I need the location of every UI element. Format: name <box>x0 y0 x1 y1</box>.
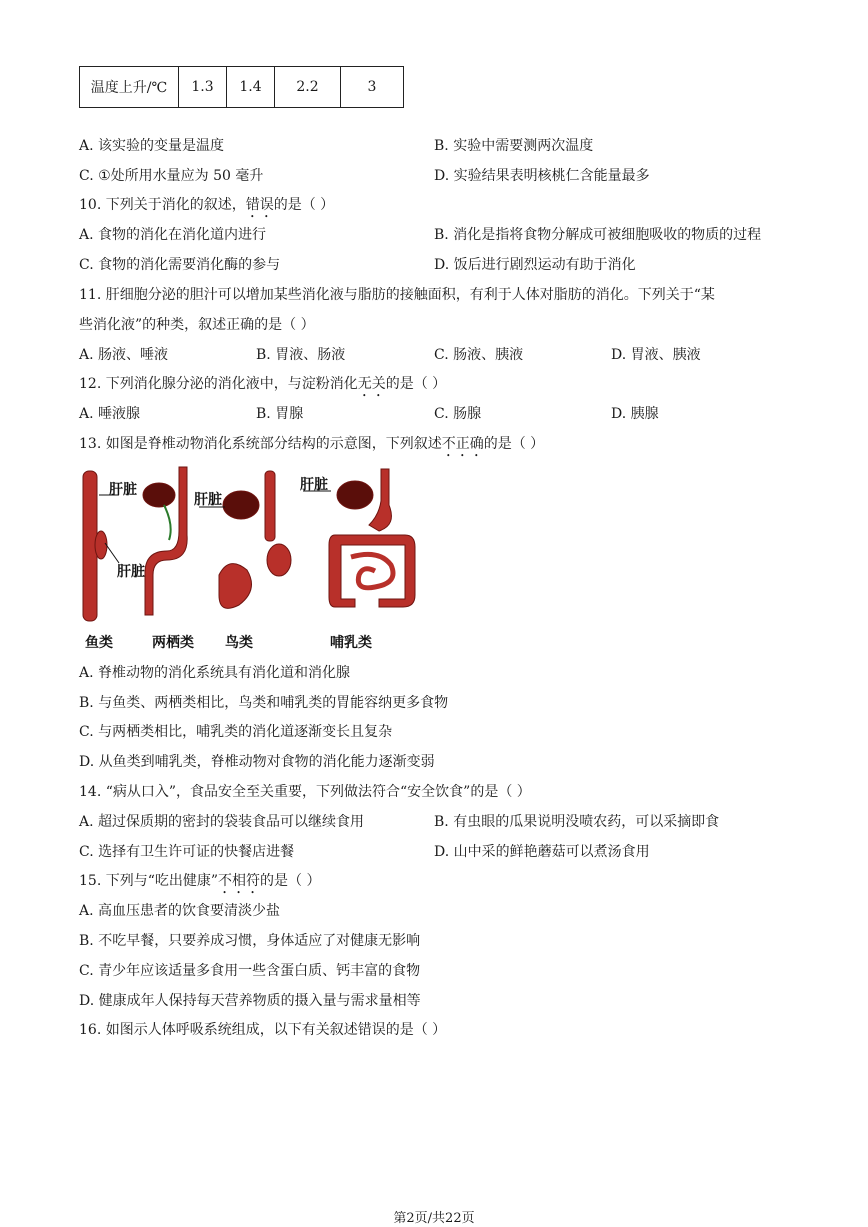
q13-option-b: B. 与鱼类、两栖类相比，鸟类和哺乳类的胃能容纳更多食物 <box>79 695 449 711</box>
q15-stem-tail: 的是（ ） <box>260 873 321 889</box>
q16-stem: 16. 如图示人体呼吸系统组成，以下有关叙述错误的是（ ） <box>79 1022 447 1038</box>
q11-stem-line1: 11. 肝细胞分泌的胆汁可以增加某些消化液与脂肪的接触面积，有利于人体对脂肪的消化。下列关于“某 <box>79 287 715 303</box>
q14-option-b: B. 有虫眼的瓜果说明没喷农药，可以采摘即食 <box>434 814 720 830</box>
animal-label-fish: 鱼类 <box>85 635 113 651</box>
liver-label-amphibian: 肝脏 <box>194 492 222 508</box>
bird-esophagus <box>265 471 275 541</box>
q10-stem-emphasis: 错误 <box>245 197 274 213</box>
temperature-table <box>79 66 404 108</box>
q10-option-c: C. 食物的消化需要消化酶的参与 <box>79 257 281 273</box>
q13-stem-tail: 的是（ ） <box>483 436 545 452</box>
q9-option-c: C. ①处所用水量应为 50 毫升 <box>79 168 264 184</box>
q12-stem-tail: 的是（ ） <box>385 376 447 392</box>
q10-option-b: B. 消化是指将食物分解成可被细胞吸收的物质的过程 <box>434 227 762 243</box>
mammal-liver-shape <box>337 481 373 509</box>
bird-liver-shape <box>223 491 259 519</box>
q13-stem-text: 13. 如图是脊椎动物消化系统部分结构的示意图，下列叙述 <box>79 436 442 452</box>
q15-option-a: A. 高血压患者的饮食要清淡少盐 <box>79 903 281 919</box>
q13-stem-emphasis: 不正确 <box>441 436 484 452</box>
table-cell: 1.4 <box>227 67 275 108</box>
amphibian-liver-shape <box>143 483 175 507</box>
q9-option-d: D. 实验结果表明核桃仁含能量最多 <box>434 168 650 184</box>
q10-stem <box>79 195 334 221</box>
q14-stem: 14. “病从口入”，食品安全至关重要，下列做法符合“安全饮食”的是（ ） <box>79 784 531 800</box>
liver-label-mammal: 肝脏 <box>300 477 328 493</box>
q10-stem-tail: 的是（ ） <box>273 197 335 213</box>
animal-label-mammal: 哺乳类 <box>330 635 372 651</box>
bird-intestine <box>219 564 252 609</box>
q11-option-c: C. 肠液、胰液 <box>434 347 524 363</box>
q12-stem-emphasis: 无关 <box>357 376 386 392</box>
q13-option-d: D. 从鱼类到哺乳类，脊椎动物对食物的消化能力逐渐变弱 <box>79 754 435 770</box>
q15-stem <box>79 871 320 897</box>
q12-option-d: D. 胰腺 <box>611 406 659 422</box>
q11-option-b: B. 胃液、肠液 <box>256 347 346 363</box>
q13-option-a: A. 脊椎动物的消化系统具有消化道和消化腺 <box>79 665 351 681</box>
q10-option-d: D. 饭后进行剧烈运动有助于消化 <box>434 257 636 273</box>
liver-label-fish: 肝脏 <box>117 564 145 580</box>
table-row-label: 温度上升/℃ <box>80 67 179 108</box>
q11-option-a: A. 肠液、唾液 <box>79 347 169 363</box>
liver-label-fish-top: 肝脏 <box>109 482 137 498</box>
bird-gizzard <box>267 544 291 576</box>
q14-option-c: C. 选择有卫生许可证的快餐店进餐 <box>79 844 295 860</box>
q15-stem-text: 15. 下列与“吃出健康” <box>79 873 219 889</box>
q13-stem <box>79 434 544 460</box>
q9-option-b: B. 实验中需要测两次温度 <box>434 138 594 154</box>
q10-option-a: A. 食物的消化在消化道内进行 <box>79 227 267 243</box>
q12-option-a: A. 唾液腺 <box>79 406 141 422</box>
q14-option-a: A. 超过保质期的密封的袋装食品可以继续食用 <box>79 814 365 830</box>
table-cell: 3 <box>341 67 404 108</box>
q9-option-a: A. 该实验的变量是温度 <box>79 138 225 154</box>
q11-stem-line2: 些消化液”的种类，叙述正确的是（ ） <box>79 317 315 333</box>
q15-option-d: D. 健康成年人保持每天营养物质的摄入量与需求量相等 <box>79 993 421 1009</box>
table-cell: 1.3 <box>179 67 227 108</box>
q12-stem <box>79 374 446 400</box>
table-row <box>80 67 404 108</box>
fish-liver-shape <box>95 531 107 559</box>
q15-option-c: C. 青少年应该适量多食用一些含蛋白质、钙丰富的食物 <box>79 963 421 979</box>
q15-stem-emphasis: 不相符 <box>218 873 261 889</box>
q12-option-b: B. 胃腺 <box>256 406 304 422</box>
q13-option-c: C. 与两栖类相比，哺乳类的消化道逐渐变长且复杂 <box>79 724 393 740</box>
q14-option-d: D. 山中采的鲜艳蘑菇可以煮汤食用 <box>434 844 650 860</box>
q11-option-d: D. 胃液、胰液 <box>611 347 701 363</box>
q15-option-b: B. 不吃早餐，只要养成习惯，身体适应了对健康无影响 <box>79 933 421 949</box>
q12-stem-text: 12. 下列消化腺分泌的消化液中，与淀粉消化 <box>79 376 358 392</box>
animal-label-amphibian: 两栖类 <box>152 635 194 651</box>
animal-label-bird: 鸟类 <box>225 635 253 651</box>
page-footer: 第2页/共22页 <box>393 1211 475 1226</box>
q12-option-c: C. 肠腺 <box>434 406 482 422</box>
table-cell: 2.2 <box>275 67 341 108</box>
digestive-system-figure <box>79 465 419 655</box>
mammal-small-intestine <box>351 554 393 587</box>
q10-stem-text: 10. 下列关于消化的叙述， <box>79 197 246 213</box>
